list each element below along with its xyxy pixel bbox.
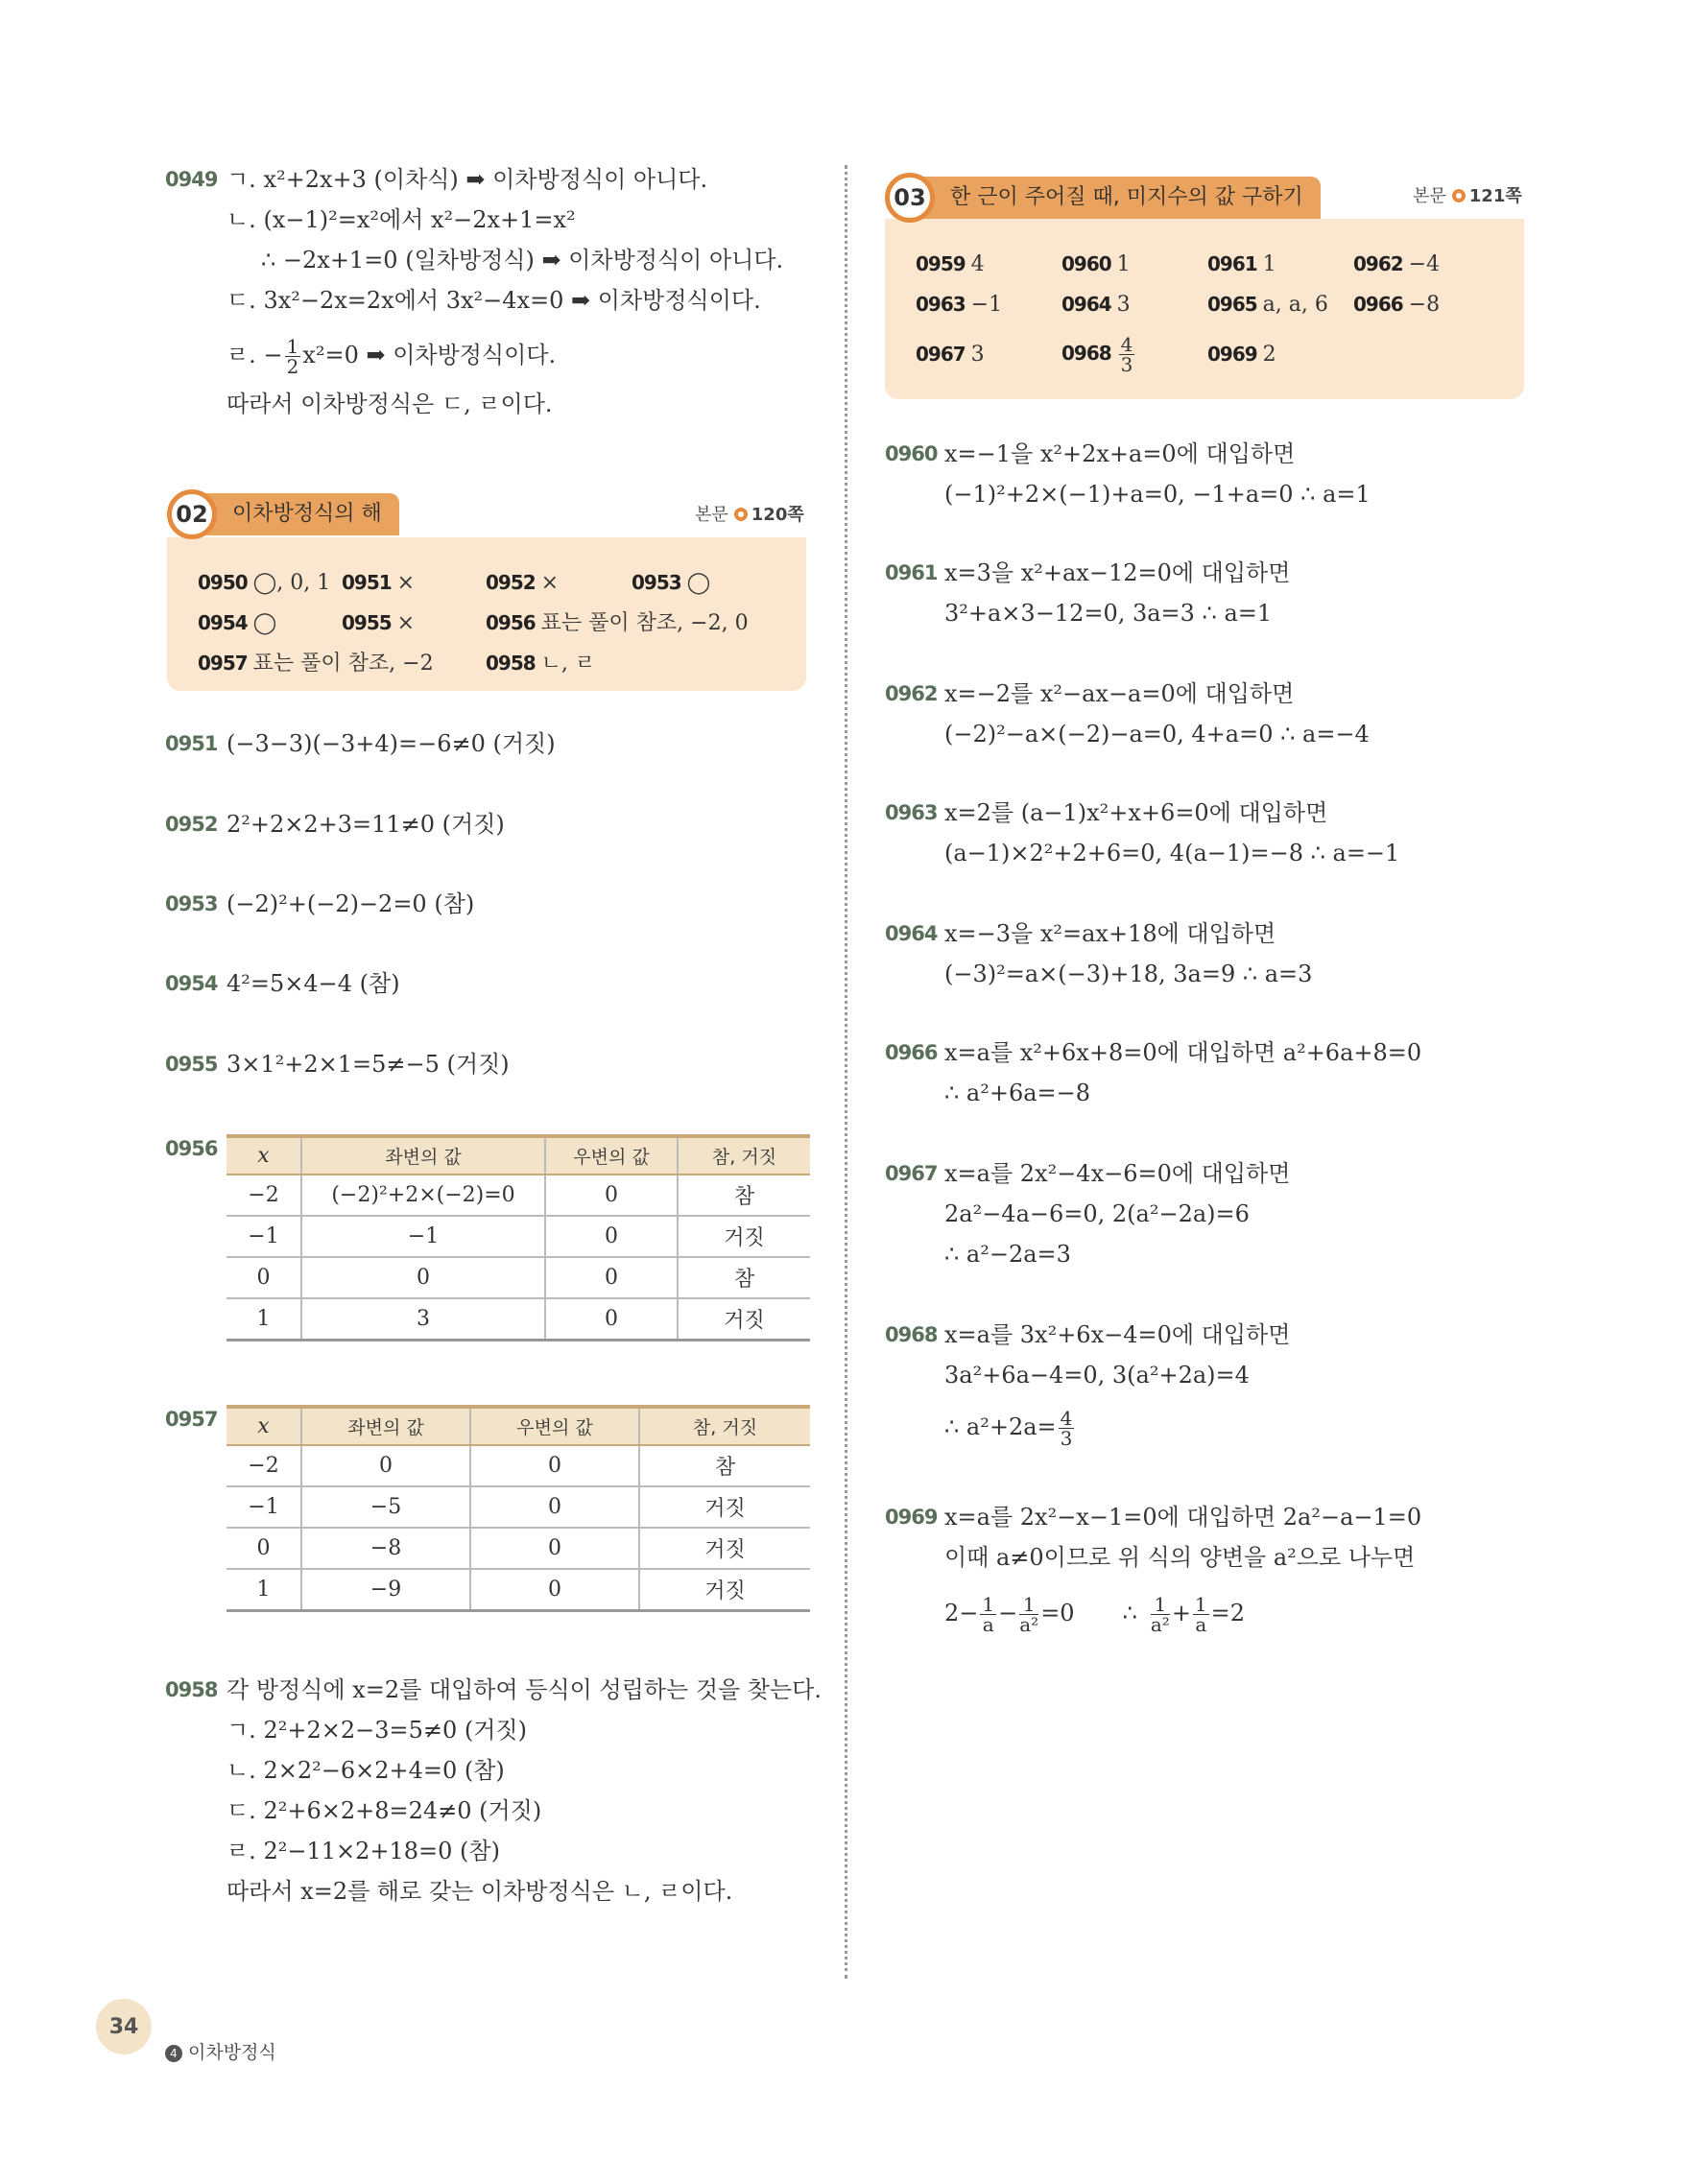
fraction-bottom: a bbox=[982, 1613, 994, 1636]
solution-line: 3²+a×3−12=0, 3a=3 ∴ a=1 bbox=[944, 600, 1273, 627]
reference-label: 본문 bbox=[1413, 186, 1446, 206]
answer-number: 0962 bbox=[1353, 252, 1403, 275]
table-cell: 0 bbox=[545, 1298, 678, 1340]
answer-number: 0963 bbox=[916, 293, 966, 316]
fraction-top: 4 bbox=[1120, 332, 1133, 356]
answer-value: ㄴ, ㄹ bbox=[540, 652, 596, 676]
problem-number: 0955 bbox=[165, 1053, 218, 1076]
answer-item bbox=[198, 606, 276, 640]
section-badge: 03 bbox=[885, 173, 935, 223]
solution-line: 따라서 이차방정식은 ㄷ, ㄹ이다. bbox=[227, 391, 553, 417]
table-cell: 거짓 bbox=[639, 1528, 810, 1569]
column-header: 우변의 값 bbox=[545, 1136, 678, 1175]
section-header-02 bbox=[167, 489, 417, 535]
table-cell: 0 bbox=[545, 1216, 678, 1257]
solution-line: 따라서 x=2를 해로 갖는 이차방정식은 ㄴ, ㄹ이다. bbox=[227, 1878, 733, 1905]
problem-number: 0954 bbox=[165, 972, 218, 995]
solution-line: x=−2를 x²−ax−a=0에 대입하면 bbox=[944, 680, 1295, 707]
table-row bbox=[227, 1486, 810, 1528]
answer-value: 3 bbox=[970, 343, 985, 367]
column-divider bbox=[845, 165, 847, 1979]
solution-line: (−2)²−a×(−2)−a=0, 4+a=0 ∴ a=−4 bbox=[944, 721, 1370, 748]
answer-number: 0952 bbox=[486, 571, 536, 594]
fraction bbox=[285, 337, 301, 376]
chapter-title: 이차방정식 bbox=[188, 2042, 276, 2063]
answer-value: × bbox=[396, 611, 416, 635]
solution-line bbox=[227, 334, 556, 376]
table-row bbox=[227, 1569, 810, 1610]
problem-number: 0961 bbox=[885, 561, 938, 584]
solution-line: x=a를 x²+6x+8=0에 대입하면 a²+6a+8=0 bbox=[944, 1039, 1422, 1066]
solution-line: ∴ a²+6a=−8 bbox=[944, 1080, 1091, 1106]
textbook-reference bbox=[695, 501, 804, 530]
solution-line: 이때 a≠0이므로 위 식의 양변을 a²으로 나누면 bbox=[944, 1544, 1416, 1571]
table-cell: 0 bbox=[545, 1257, 678, 1298]
answer-value: 1 bbox=[1262, 252, 1276, 276]
fraction-top: 1 bbox=[286, 335, 299, 358]
answer-item bbox=[916, 288, 1002, 321]
answer-item bbox=[198, 647, 434, 680]
table-cell: 1 bbox=[227, 1298, 301, 1340]
table-cell: 0 bbox=[470, 1486, 639, 1528]
circle-arrow-icon bbox=[734, 508, 748, 521]
solution-line: 2²+2×2+3=11≠0 (거짓) bbox=[227, 811, 505, 838]
table-cell: 거짓 bbox=[678, 1298, 810, 1340]
answer-value: 2 bbox=[1262, 343, 1276, 367]
answer-value: 1 bbox=[1116, 252, 1131, 276]
fraction bbox=[1059, 1409, 1075, 1448]
solution-text: ㄹ. − bbox=[227, 342, 283, 368]
truth-table bbox=[227, 1405, 810, 1612]
problem-number: 0949 bbox=[165, 168, 218, 191]
table-cell: 참 bbox=[678, 1257, 810, 1298]
column-header: 참, 거짓 bbox=[639, 1407, 810, 1445]
answer-value: ◯ bbox=[252, 611, 277, 635]
solution-line: ㄴ. 2×2²−6×2+4=0 (참) bbox=[227, 1757, 505, 1784]
problem-number: 0956 bbox=[165, 1137, 218, 1160]
table-cell: 0 bbox=[227, 1257, 301, 1298]
answer-number: 0960 bbox=[1061, 252, 1111, 275]
solution-line: ㄱ. x²+2x+3 (이차식) ➡ 이차방정식이 아니다. bbox=[227, 166, 708, 193]
fraction-bottom: a² bbox=[1019, 1613, 1039, 1636]
solution-line: ㄷ. 3x²−2x=2x에서 3x²−4x=0 ➡ 이차방정식이다. bbox=[227, 287, 761, 314]
column-header: x bbox=[227, 1136, 301, 1175]
answer-value: −4 bbox=[1408, 252, 1441, 276]
table-cell: −1 bbox=[301, 1216, 545, 1257]
truth-table bbox=[227, 1134, 810, 1341]
table-cell: −2 bbox=[227, 1175, 301, 1216]
answer-value: 표는 풀이 참조, −2, 0 bbox=[540, 611, 749, 635]
solution-text: =0 bbox=[1040, 1600, 1075, 1626]
table-row bbox=[227, 1528, 810, 1569]
answer-value: × bbox=[540, 571, 560, 595]
answer-item bbox=[486, 566, 559, 600]
fraction-bottom: a bbox=[1195, 1613, 1207, 1636]
chapter-number-icon: 4 bbox=[165, 2045, 182, 2062]
problem-number: 0967 bbox=[885, 1162, 938, 1185]
solution-line: (−2)²+(−2)−2=0 (참) bbox=[227, 890, 475, 917]
section-title: 한 근이 주어질 때, 미지수의 값 구하기 bbox=[914, 177, 1321, 219]
answer-item bbox=[486, 606, 749, 640]
table-cell: 0 bbox=[470, 1445, 639, 1486]
solution-line: (a−1)×2²+2+6=0, 4(a−1)=−8 ∴ a=−1 bbox=[944, 840, 1400, 866]
answer-number: 0950 bbox=[198, 571, 248, 594]
answer-item bbox=[342, 566, 415, 600]
answer-number: 0951 bbox=[342, 571, 392, 594]
answer-item bbox=[1207, 338, 1276, 371]
reference-label: 본문 bbox=[695, 505, 728, 525]
answer-number: 0965 bbox=[1207, 293, 1257, 316]
table-cell: −8 bbox=[301, 1528, 470, 1569]
fraction bbox=[1119, 332, 1135, 376]
answer-value: −8 bbox=[1408, 293, 1441, 317]
solution-line: x=2를 (a−1)x²+x+6=0에 대입하면 bbox=[944, 799, 1328, 826]
answer-value: × bbox=[396, 571, 416, 595]
answer-item bbox=[1061, 328, 1136, 379]
fraction-top: 1 bbox=[982, 1593, 995, 1616]
table-cell: 참 bbox=[639, 1445, 810, 1486]
table-row bbox=[227, 1175, 810, 1216]
answer-number: 0968 bbox=[1061, 342, 1111, 365]
answer-number: 0955 bbox=[342, 611, 392, 634]
fraction-bottom: 3 bbox=[1120, 352, 1133, 376]
textbook-reference bbox=[1413, 182, 1522, 211]
answer-item bbox=[916, 248, 985, 281]
table-cell: −1 bbox=[227, 1216, 301, 1257]
table-row bbox=[227, 1257, 810, 1298]
answer-number: 0969 bbox=[1207, 343, 1257, 366]
problem-number: 0952 bbox=[165, 813, 218, 836]
solution-line: 각 방정식에 x=2를 대입하여 등식이 성립하는 것을 찾는다. bbox=[227, 1676, 822, 1703]
section-title: 이차방정식의 해 bbox=[196, 493, 399, 535]
answer-item bbox=[1353, 248, 1440, 281]
section-badge: 02 bbox=[167, 489, 217, 539]
answer-number: 0967 bbox=[916, 343, 966, 366]
solution-line: x=−3을 x²=ax+18에 대입하면 bbox=[944, 920, 1276, 947]
fraction bbox=[1019, 1595, 1038, 1634]
table-cell: 0 bbox=[470, 1528, 639, 1569]
answer-item bbox=[1207, 288, 1328, 321]
answer-value: 4 bbox=[970, 252, 985, 276]
problem-number: 0951 bbox=[165, 732, 218, 755]
reference-page: 120쪽 bbox=[751, 505, 804, 525]
table-cell: −9 bbox=[301, 1569, 470, 1610]
solution-line: x=a를 3x²+6x−4=0에 대입하면 bbox=[944, 1321, 1291, 1348]
answer-value: ◯ bbox=[686, 571, 711, 595]
fraction-top: 1 bbox=[1019, 1595, 1038, 1615]
fraction-bottom: 3 bbox=[1060, 1427, 1073, 1450]
problem-number: 0960 bbox=[885, 442, 938, 465]
table-header-row bbox=[227, 1407, 810, 1445]
answer-value: 3 bbox=[1116, 293, 1131, 317]
table-cell: 0 bbox=[470, 1569, 639, 1610]
answer-item bbox=[632, 566, 710, 600]
fraction-bottom: 2 bbox=[286, 355, 299, 378]
solution-line: ㄹ. 2²−11×2+18=0 (참) bbox=[227, 1838, 500, 1864]
table-cell: 거짓 bbox=[639, 1569, 810, 1610]
solution-text: x²=0 ➡ 이차방정식이다. bbox=[302, 342, 557, 368]
answer-number: 0958 bbox=[486, 652, 536, 675]
problem-number: 0968 bbox=[885, 1323, 938, 1346]
section-header-03 bbox=[885, 173, 1346, 219]
answer-item bbox=[1061, 288, 1131, 321]
fraction-bottom: a² bbox=[1150, 1613, 1170, 1636]
answer-item bbox=[1353, 288, 1440, 321]
table-cell: 3 bbox=[301, 1298, 545, 1340]
solution-text: =2 bbox=[1210, 1600, 1246, 1626]
table-cell: 참 bbox=[678, 1175, 810, 1216]
answer-number: 0953 bbox=[632, 571, 681, 594]
table-cell: (−2)²+2×(−2)=0 bbox=[301, 1175, 545, 1216]
problem-number: 0962 bbox=[885, 682, 938, 705]
problem-number: 0966 bbox=[885, 1041, 938, 1064]
table-cell: 거짓 bbox=[678, 1216, 810, 1257]
answer-item bbox=[198, 566, 330, 600]
solution-line: ㄴ. (x−1)²=x²에서 x²−2x+1=x² bbox=[227, 206, 576, 233]
solution-line: (−1)²+2×(−1)+a=0, −1+a=0 ∴ a=1 bbox=[944, 481, 1371, 508]
answer-number: 0966 bbox=[1353, 293, 1403, 316]
answer-item bbox=[916, 338, 985, 371]
solution-line: 3a²+6a−4=0, 3(a²+2a)=4 bbox=[944, 1362, 1250, 1389]
solution-line: 2a²−4a−6=0, 2(a²−2a)=6 bbox=[944, 1200, 1250, 1227]
solution-line: 3×1²+2×1=5≠−5 (거짓) bbox=[227, 1051, 510, 1078]
answer-value: a, a, 6 bbox=[1262, 293, 1328, 317]
solution-line: 4²=5×4−4 (참) bbox=[227, 970, 400, 997]
answer-number: 0957 bbox=[198, 652, 248, 675]
solution-text: ∴ bbox=[1122, 1600, 1137, 1626]
solution-text: − bbox=[998, 1600, 1018, 1626]
fraction bbox=[980, 1595, 996, 1634]
answer-item bbox=[1207, 248, 1276, 281]
table-cell: 1 bbox=[227, 1569, 301, 1610]
chapter-label bbox=[165, 2038, 276, 2064]
solution-line bbox=[944, 1589, 1245, 1637]
problem-number: 0958 bbox=[165, 1678, 218, 1701]
answer-number: 0954 bbox=[198, 611, 248, 634]
solution-line: x=a를 2x²−4x−6=0에 대입하면 bbox=[944, 1160, 1291, 1187]
answer-value: ◯, 0, 1 bbox=[252, 571, 331, 595]
fraction bbox=[1193, 1595, 1209, 1634]
column-header: 참, 거짓 bbox=[678, 1136, 810, 1175]
problem-number: 0953 bbox=[165, 892, 218, 915]
fraction-top: 4 bbox=[1060, 1407, 1073, 1430]
page-number: 34 bbox=[96, 1999, 152, 2054]
answer-item bbox=[1061, 248, 1131, 281]
circle-arrow-icon bbox=[1452, 189, 1466, 202]
table-cell: −1 bbox=[227, 1486, 301, 1528]
reference-page: 121쪽 bbox=[1468, 186, 1522, 206]
answer-value: −1 bbox=[970, 293, 1003, 317]
solution-line: ∴ a²−2a=3 bbox=[944, 1241, 1071, 1268]
column-header: 우변의 값 bbox=[470, 1407, 639, 1445]
column-header: x bbox=[227, 1407, 301, 1445]
solution-line: ∴ −2x+1=0 (일차방정식) ➡ 이차방정식이 아니다. bbox=[261, 247, 784, 273]
table-cell: 0 bbox=[545, 1175, 678, 1216]
column-header: 좌변의 값 bbox=[301, 1407, 470, 1445]
solution-line: x=−1을 x²+2x+a=0에 대입하면 bbox=[944, 440, 1296, 467]
answer-item bbox=[486, 647, 595, 680]
answer-value: 표는 풀이 참조, −2 bbox=[252, 652, 434, 676]
table-row bbox=[227, 1298, 810, 1340]
fraction-top: 1 bbox=[1151, 1595, 1170, 1615]
solution-line bbox=[944, 1403, 1076, 1451]
solution-line: ㄱ. 2²+2×2−3=5≠0 (거짓) bbox=[227, 1717, 527, 1744]
column-header: 좌변의 값 bbox=[301, 1136, 545, 1175]
table-cell: −5 bbox=[301, 1486, 470, 1528]
fraction-top: 1 bbox=[1194, 1593, 1207, 1616]
problem-number: 0963 bbox=[885, 801, 938, 824]
table-header-row bbox=[227, 1136, 810, 1175]
answer-number: 0959 bbox=[916, 252, 966, 275]
solution-line: ㄷ. 2²+6×2+8=24≠0 (거짓) bbox=[227, 1797, 542, 1824]
table-row bbox=[227, 1445, 810, 1486]
answer-number: 0964 bbox=[1061, 293, 1111, 316]
problem-number: 0957 bbox=[165, 1408, 218, 1431]
solution-line: (−3−3)(−3+4)=−6≠0 (거짓) bbox=[227, 730, 556, 757]
table-cell: 0 bbox=[301, 1445, 470, 1486]
table-cell: 0 bbox=[301, 1257, 545, 1298]
answer-item bbox=[342, 606, 415, 640]
table-row bbox=[227, 1216, 810, 1257]
problem-number: 0969 bbox=[885, 1506, 938, 1529]
table-cell: −2 bbox=[227, 1445, 301, 1486]
solution-text: ∴ a²+2a= bbox=[944, 1413, 1057, 1440]
fraction bbox=[1151, 1595, 1170, 1634]
problem-number: 0964 bbox=[885, 922, 938, 945]
solution-line: (−3)²=a×(−3)+18, 3a=9 ∴ a=3 bbox=[944, 961, 1313, 987]
solution-line: x=3을 x²+ax−12=0에 대입하면 bbox=[944, 559, 1291, 586]
solution-text: + bbox=[1171, 1600, 1191, 1626]
answer-number: 0961 bbox=[1207, 252, 1257, 275]
table-cell: 거짓 bbox=[639, 1486, 810, 1528]
solution-line: x=a를 2x²−x−1=0에 대입하면 2a²−a−1=0 bbox=[944, 1504, 1422, 1531]
table-cell: 0 bbox=[227, 1528, 301, 1569]
answer-number: 0956 bbox=[486, 611, 536, 634]
solution-text: 2− bbox=[944, 1600, 979, 1626]
